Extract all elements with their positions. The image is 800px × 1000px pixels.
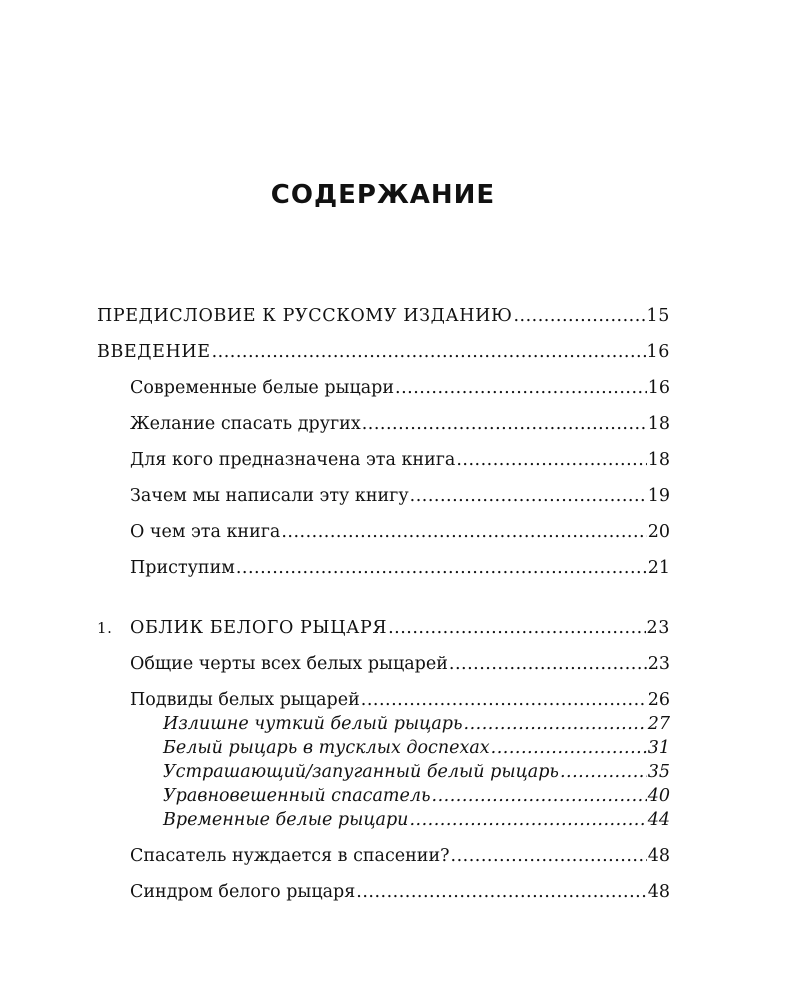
toc-dot-leader [212,340,646,364]
toc-entry-label: ОБЛИК БЕЛОГО РЫЦАРЯ [130,618,388,638]
toc-dot-leader [281,520,646,544]
toc-entry-subsection[interactable] [163,736,670,760]
toc-entry-section[interactable] [130,688,670,712]
toc-dot-leader [456,448,646,472]
toc-dot-leader [513,304,645,328]
toc-entry-page: 21 [647,558,670,578]
toc-entry-label: О чем эта книга [130,522,281,542]
toc-entry-label: Желание спасать других [130,414,361,434]
toc-entry-label: Зачем мы написали эту книгу [130,486,409,506]
toc-entry-subsection[interactable] [163,712,670,736]
toc-entry-chapter-1[interactable] [97,616,670,640]
toc-dot-leader [491,736,647,760]
toc-entry-label: Излишне чуткий белый рыцарь [163,714,463,734]
toc-entry-section[interactable] [130,556,670,580]
toc-entry-section[interactable] [130,376,670,400]
toc-dot-leader [236,556,647,580]
toc-entry-page: 23 [647,654,670,674]
page-title: СОДЕРЖАНИЕ [270,180,496,210]
toc-entry-page: 20 [647,522,670,542]
toc-entry-foreword[interactable] [97,304,670,328]
toc-dot-leader [361,688,647,712]
toc-entry-page: 23 [646,618,670,638]
toc-entry-label: Синдром белого рыцаря [130,882,356,902]
toc-entry-label: Уравновешенный спасатель [163,786,431,806]
toc-entry-label: Подвиды белых рыцарей [130,690,360,710]
toc-entry-label: Общие черты всех белых рыцарей [130,654,448,674]
toc-dot-leader [449,652,647,676]
toc-dot-leader [410,484,647,508]
toc-dot-leader [395,376,647,400]
toc-entry-introduction[interactable] [97,340,670,364]
toc-entry-page: 35 [647,762,670,782]
toc-entry-page: 27 [647,714,670,734]
toc-entry-section[interactable] [130,652,670,676]
toc-chapter-number: 1. [97,619,113,637]
toc-entry-page: 18 [647,450,670,470]
toc-entry-page: 48 [647,846,670,866]
toc-entry-page: 48 [647,882,670,902]
toc-entry-page: 18 [647,414,670,434]
toc-entry-section[interactable] [130,844,670,868]
toc-entry-page: 16 [646,342,670,362]
toc-dot-leader [356,880,646,904]
toc-entry-subsection[interactable] [163,760,670,784]
toc-entry-label: Белый рыцарь в тусклых доспехах [163,738,490,758]
toc-dot-leader [432,784,647,808]
toc-entry-page: 40 [647,786,670,806]
toc-entry-label: Устрашающий/запуганный белый рыцарь [163,762,559,782]
toc-entry-section[interactable] [130,520,670,544]
toc-entry-label: Спасатель нуждается в спасении? [130,846,450,866]
toc-entry-section[interactable] [130,412,670,436]
toc-entry-section[interactable] [130,448,670,472]
toc-entry-label: Приступим [130,558,235,578]
toc-entry-page: 19 [647,486,670,506]
toc-dot-leader [560,760,647,784]
toc-dot-leader [451,844,647,868]
toc-dot-leader [362,412,647,436]
toc-dot-leader [388,616,645,640]
toc-entry-page: 26 [647,690,670,710]
toc-entry-label: ВВЕДЕНИЕ [97,342,211,362]
toc-entry-label: Современные белые рыцари [130,378,395,398]
toc-entry-label: Для кого предназначена эта книга [130,450,456,470]
toc-entry-subsection[interactable] [163,808,670,832]
toc-dot-leader [464,712,647,736]
toc-dot-leader [409,808,646,832]
toc-entry-section[interactable] [130,880,670,904]
toc-entry-page: 16 [647,378,670,398]
toc-entry-label: ПРЕДИСЛОВИЕ К РУССКОМУ ИЗДАНИЮ [97,306,513,326]
toc-entry-subsection[interactable] [163,784,670,808]
toc-entry-section[interactable] [130,484,670,508]
toc-entry-page: 44 [647,810,670,830]
toc-entry-label: Временные белые рыцари [163,810,409,830]
toc-entry-page: 31 [647,738,670,758]
toc-entry-page: 15 [646,306,670,326]
